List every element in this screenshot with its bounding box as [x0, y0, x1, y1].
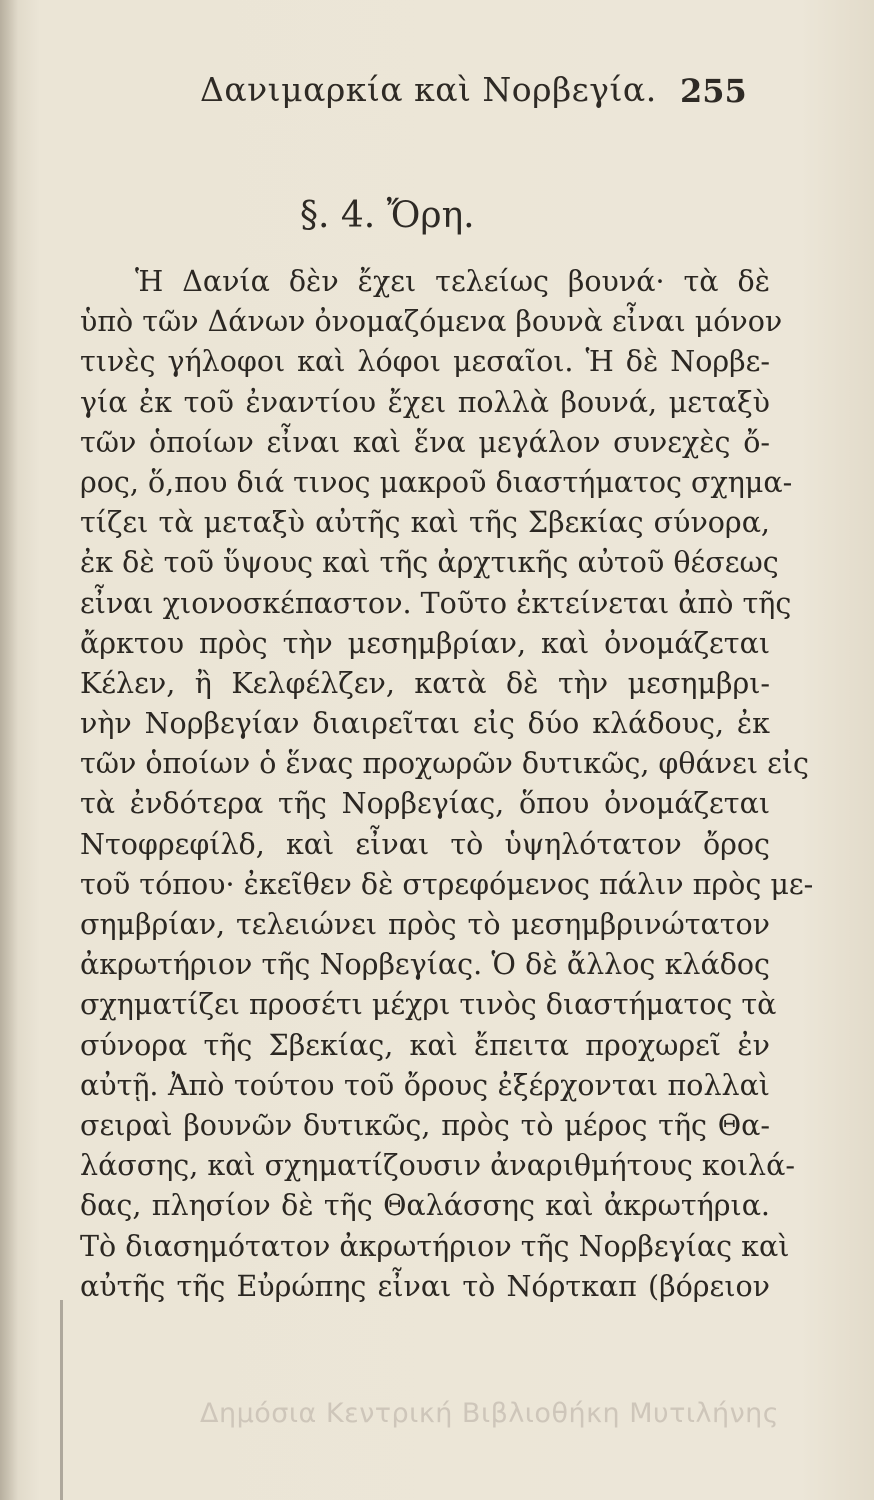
- section-title: §. 4. Ὄρη.: [300, 195, 475, 236]
- text-line: ρος, ὅ,που διά τινος μακροῦ διαστήματος σχημα-: [80, 465, 793, 499]
- text-line: τίζει τὰ μεταξὺ αὐτῆς καὶ τῆς Σβεκίας σύνορα,: [80, 506, 770, 540]
- text-line: Τὸ διασημότατον ἀκρωτήριον τῆς Νορβεγίας καὶ: [80, 1229, 790, 1263]
- text-line: Ἡ Δανία δὲν ἔχει τελείως βουνά· τὰ δὲ: [135, 265, 770, 298]
- text-line: αὐτῆς τῆς Εὐρώπης εἶναι τὸ Νόρτκαπ (βόρειον: [80, 1269, 770, 1303]
- text-line: σημβρίαν, τελειώνει πρὸς τὸ μεσημβρινώτατον: [80, 908, 770, 941]
- text-line: σειραὶ βουνῶν δυτικῶς, πρὸς τὸ μέρος τῆς Θα-: [80, 1108, 770, 1142]
- text-line: ὑπὸ τῶν Δάνων ὀνομαζόμενα βουνὰ εἶναι μόνον: [80, 305, 783, 339]
- text-line: τοῦ τόπου· ἐκεῖθεν δὲ στρεφόμενος πάλιν πρὸς με-: [80, 867, 814, 901]
- text-line: εἶναι χιονοσκέπαστον. Τοῦτο ἐκτείνεται ἀπὸ τῆς: [80, 586, 792, 620]
- text-line: ἐκ δὲ τοῦ ὕψους καὶ τῆς ἀρχτικῆς αὐτοῦ θέσεως: [80, 546, 779, 580]
- text-line: αὐτῇ. Ἀπὸ τούτου τοῦ ὄρους ἐξέρχονται πολλαὶ: [80, 1068, 770, 1102]
- text-line: λάσσης, καὶ σχηματίζουσιν ἀναριθμήτους κοιλά-: [80, 1149, 795, 1183]
- text-line: Κέλεν, ἢ Κελφέλζεν, κατὰ δὲ τὴν μεσημβρι-: [80, 666, 770, 700]
- text-line: γία ἐκ τοῦ ἐναντίου ἔχει πολλὰ βουνά, μεταξὺ: [80, 385, 770, 419]
- running-title: Δανιμαρκία καὶ Νορβεγία.: [200, 70, 657, 109]
- text-line: νὴν Νορβεγίαν διαιρεῖται εἰς δύο κλάδους, ἐκ: [80, 707, 770, 741]
- text-line: σύνορα τῆς Σβεκίας, καὶ ἔπειτα προχωρεῖ ἐν: [80, 1028, 770, 1062]
- text-line: τινὲς γήλοφοι καὶ λόφοι μεσαῖοι. Ἡ δὲ Νορβε-: [80, 345, 770, 379]
- text-line: ἄρκτου πρὸς τὴν μεσημβρίαν, καὶ ὀνομάζεται: [80, 626, 770, 660]
- text-line: σχηματίζει προσέτι μέχρι τινὸς διαστήματος τὰ: [80, 988, 777, 1022]
- page-edge-mark: [60, 1300, 63, 1500]
- text-line: τὰ ἐνδότερα τῆς Νορβεγίας, ὅπου ὀνομάζεται: [80, 787, 770, 821]
- page-number: 255: [680, 72, 747, 110]
- text-line: Ντοφρεφίλδ, καὶ εἶναι τὸ ὑψηλότατον ὄρος: [80, 827, 770, 861]
- library-watermark: Δημόσια Κεντρική Βιβλιοθήκη Μυτιλήνης: [200, 1398, 780, 1429]
- text-line: ἀκρωτήριον τῆς Νορβεγίας. Ὁ δὲ ἄλλος κλάδος: [80, 948, 770, 982]
- text-line: δας, πλησίον δὲ τῆς Θαλάσσης καὶ ἀκρωτήρια.: [80, 1189, 770, 1223]
- text-line: τῶν ὁποίων ὁ ἕνας προχωρῶν δυτικῶς, φθάνει εἰς: [80, 747, 810, 781]
- body-text: [80, 262, 814, 1307]
- text-line: τῶν ὁποίων εἶναι καὶ ἕνα μεγάλον συνεχὲς ὄ-: [80, 425, 770, 459]
- spine-shadow: [0, 0, 18, 1500]
